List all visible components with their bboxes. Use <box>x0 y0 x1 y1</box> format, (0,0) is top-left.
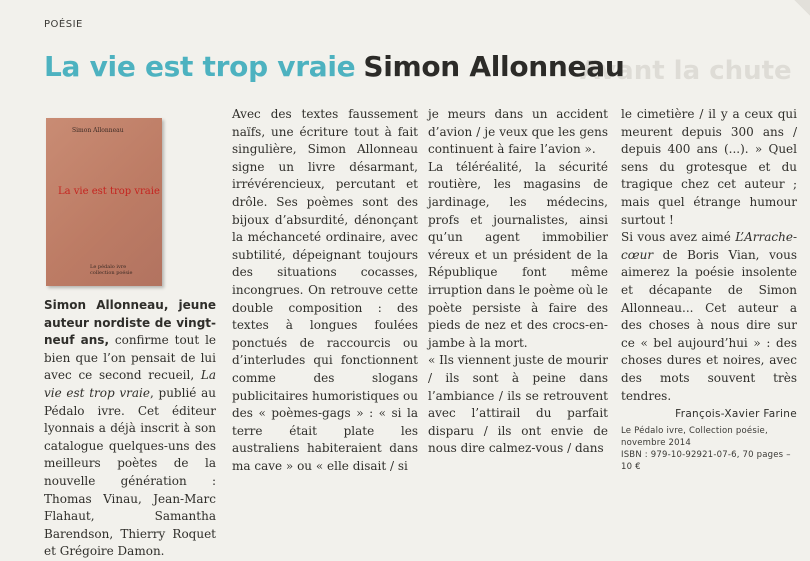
book-cover-title: La vie est trop vraie <box>58 186 160 197</box>
column-2 <box>232 106 418 475</box>
paragraph-4: « Ils viennent juste de mourir / ils sont à peine dans l’ambiance / ils se retrouvent avec l’attirail du parfait disparu / ils ont envie de nous dire calmez-vous / dans <box>428 353 608 456</box>
book-cover-publisher-line: Le pédalo ivre <box>90 264 127 270</box>
work-title: La vie est trop vraie <box>44 50 356 83</box>
paragraph-4-continued: le cimetière / il y a ceux qui meurent depuis 300 ans / depuis 400 ans (...). » Quel sens du grotesque et du tragique chez cet auteur ; mais quel étrange humour surtout ! <box>621 107 797 227</box>
paragraph-3: La téléréalité, la sécurité routière, les magasins de jardinage, les médecins, profs et journalistes, ainsi qu’un agent immobilier véreux et un président de la République font même irruption dans le poème où le poète persiste à faire des pieds de nez et des crocs-en-jambe à la mort. <box>428 159 608 350</box>
paragraph-1 <box>44 297 216 561</box>
article-title <box>44 50 624 83</box>
signature: François-Xavier Farine <box>675 408 797 421</box>
page-corner <box>794 0 810 16</box>
colophon-isbn-price: ISBN : 979-10-92921-07-6, 70 pages – 10 € <box>621 450 791 472</box>
paragraph-2-continued: je meurs dans un accident d’avion / je veux que les gens continuent à faire l’avion ». <box>428 107 608 157</box>
text-run: confirme tout le bien que l’on pensait de lui avec ce second recueil, <box>44 333 217 383</box>
reference-title-italic: L’Arrache-cœur <box>621 230 797 262</box>
section-rubric: POÉSIE <box>44 19 83 30</box>
colophon <box>621 425 791 473</box>
next-article-ghost-title: Avant la chute <box>580 56 792 86</box>
book-cover-image <box>46 118 162 286</box>
text-run: Si vous avez aimé <box>621 230 736 245</box>
author-name: Simon Allonneau <box>363 50 625 83</box>
text-run: de Boris Vian, vous aimerez la poésie insolente et décapante de Simon Allonneau... Cet auteur a des choses à nous dire sur ce « bel aujourd’hui » : des choses dures et noires, avec des mots souvent très tendres. <box>621 247 797 403</box>
column-4 <box>621 106 797 424</box>
book-cover-collection-line: collection poésie <box>90 270 133 276</box>
colophon-publisher: Le Pédalo ivre, Collection poésie, <box>621 426 768 436</box>
book-cover-publisher <box>90 264 133 276</box>
paragraph-2: Avec des textes faussement naïfs, une écriture tout à fait singulière, Simon Allonneau signe un livre désarmant, irrévérencieux, percutant et drôle. Ses poèmes sont des bijoux d’absurdité, dénonçant la méchanceté ordinaire, avec subtilité, dépeignant toujours des situations cocasses, incongrues. On retrouve cette double composition : des textes à longues foulées ponctués de raccourcis ou d’interludes qui fonctionnent comme des slogans publicitaires humoristiques ou des « poèmes-gags » : « si la terre était plate les australiens habiteraient dans ma cave » ou « elle disait / si <box>232 107 418 473</box>
text-run: , publié au Pédalo ivre. Cet éditeur lyonnais a déjà inscrit à son catalogue quelques-uns des meilleurs poètes de la nouvelle génération : Thomas Vinau, Jean-Marc Flahaut, Samantha Barendson, Thierry Roquet et Grégoire Damon. <box>44 385 216 559</box>
column-3 <box>428 106 608 458</box>
paragraph-5 <box>621 229 797 405</box>
book-title-italic: La vie est trop vraie <box>44 368 216 400</box>
column-1 <box>44 297 216 561</box>
lead-text: Simon Allonneau, jeune auteur nordiste de vingt-neuf ans, <box>44 298 216 348</box>
colophon-date: novembre 2014 <box>621 438 691 448</box>
book-cover-author: Simon Allonneau <box>72 127 124 134</box>
